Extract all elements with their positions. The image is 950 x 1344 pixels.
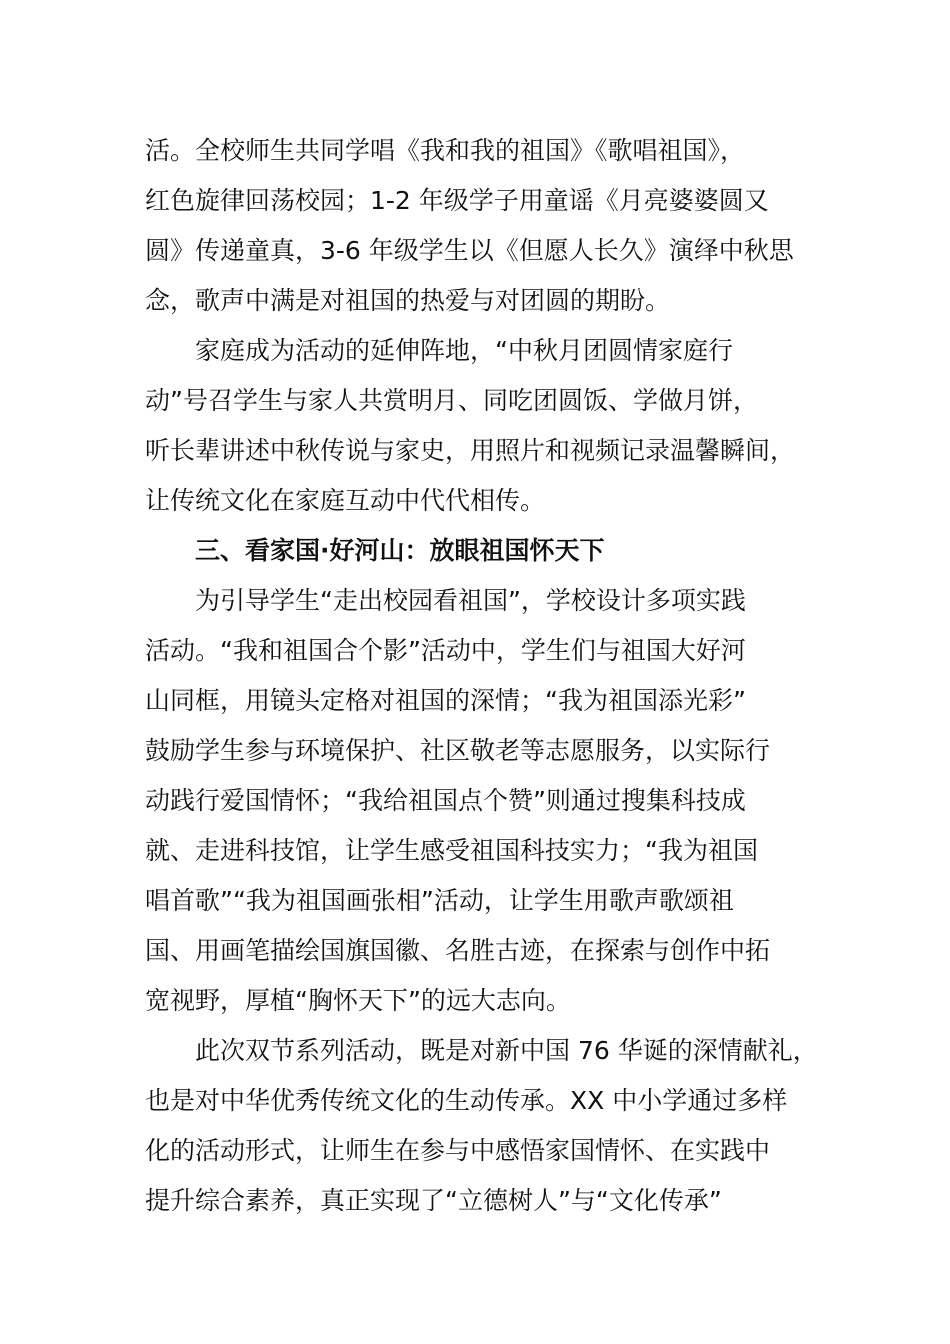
- text-line: 动”号召学生与家人共赏明月、同吃团圆饭、学做月饼，: [145, 386, 758, 415]
- text-line: 红色旋律回荡校园；1-2 年级学子用童谣《月亮婆婆圆又: [145, 186, 769, 215]
- text-line: 提升综合素养，真正实现了“立德树人”与“文化传承”: [145, 1186, 722, 1215]
- text-line: 让传统文化在家庭互动中代代相传。: [145, 486, 546, 515]
- document-body: [145, 126, 825, 1226]
- text-line: 家庭成为活动的延伸阵地，“中秋月团圆情家庭行: [195, 336, 733, 365]
- text-line: 鼓励学生参与环境保护、社区敬老等志愿服务，以实际行: [145, 736, 771, 765]
- text-line: 唱首歌”“我为祖国画张相”活动，让学生用歌声歌颂祖: [145, 886, 734, 915]
- text-line: 就、走进科技馆，让学生感受祖国科技实力；“我为祖国: [145, 836, 758, 865]
- text-line: 化的活动形式，让师生在参与中感悟家国情怀、在实践中: [145, 1136, 771, 1165]
- text-line: 为引导学生“走出校园看祖国”，学校设计多项实践: [195, 586, 746, 615]
- text-line: 此次双节系列活动，既是对新中国 76 华诞的深情献礼，: [195, 1036, 818, 1065]
- text-line: 宽视野，厚植“胸怀天下”的远大志向。: [145, 986, 571, 1015]
- text-line: 国、用画笔描绘国旗国徽、名胜古迹，在探索与创作中拓: [145, 936, 771, 965]
- text-line: 动践行爱国情怀；“我给祖国点个赞”则通过搜集科技成: [145, 786, 746, 815]
- text-line: 活。全校师生共同学唱《我和我的祖国》《歌唱祖国》，: [145, 136, 746, 165]
- text-line: 活动。“我和祖国合个影”活动中，学生们与祖国大好河: [145, 636, 746, 665]
- text-line: 听长辈讲述中秋传说与家史，用照片和视频记录温馨瞬间，: [145, 436, 796, 465]
- section-heading: 三、看家国·好河山：放眼祖国怀天下: [195, 536, 605, 565]
- text-line: 念，歌声中满是对祖国的热爱与对团圆的期盼。: [145, 286, 671, 315]
- text-line: 山同框，用镜头定格对祖国的深情；“我为祖国添光彩”: [145, 686, 746, 715]
- text-line: 圆》传递童真，3-6 年级学生以《但愿人长久》演绎中秋思: [145, 236, 794, 265]
- text-line: 也是对中华优秀传统文化的生动传承。XX 中小学通过多样: [145, 1086, 788, 1115]
